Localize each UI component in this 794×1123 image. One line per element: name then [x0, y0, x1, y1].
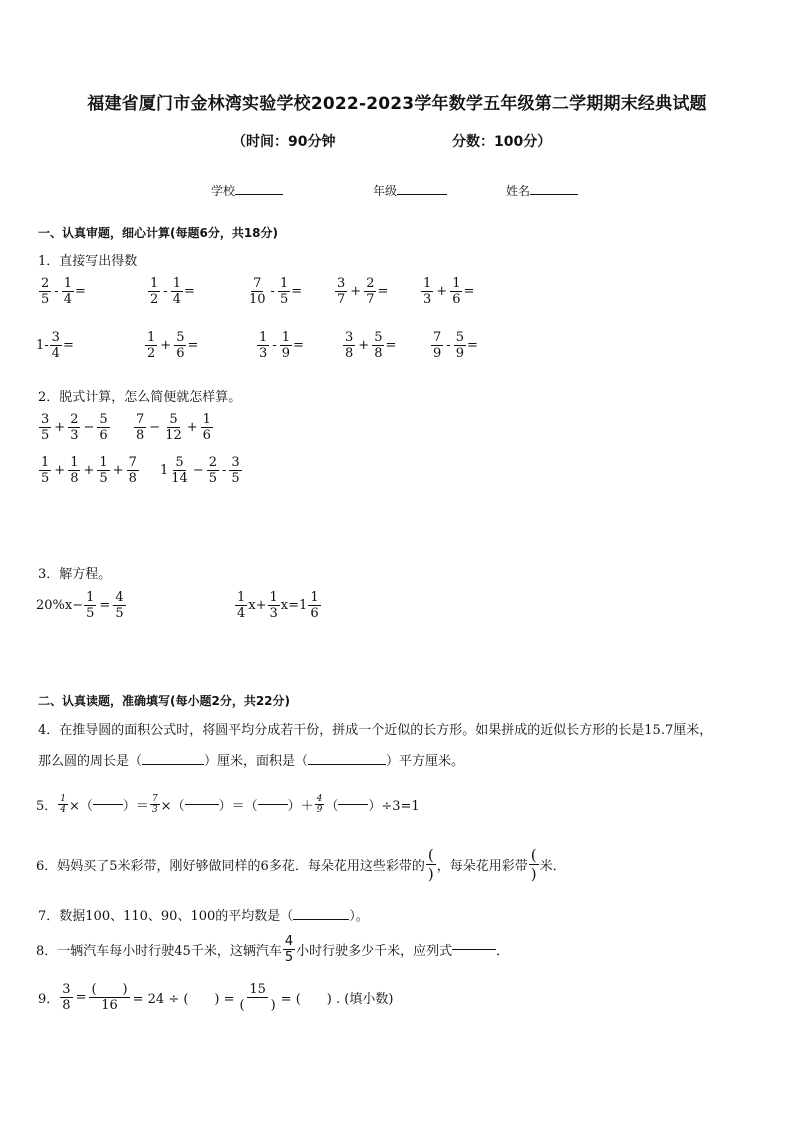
operator: -	[270, 284, 275, 299]
fraction: $\frac{1}{4}$	[172, 276, 181, 307]
grade-field[interactable]: 年级	[373, 182, 447, 199]
q4-blank-2[interactable]	[308, 764, 386, 765]
q3-label: 3．解方程。	[38, 567, 112, 582]
fraction: $\frac{1}{4}$	[237, 590, 246, 621]
q4-line-2: 那么圆的周长是（ ）厘米，面积是（ ）平方厘米。	[38, 754, 465, 769]
operator: -	[54, 284, 59, 299]
q1-item	[342, 330, 396, 361]
equals-sign: =	[291, 284, 303, 299]
fraction: $\frac{5}{9}$	[455, 330, 464, 361]
whole-number: 1	[160, 463, 169, 478]
operator: -	[163, 284, 168, 299]
q3-equation-2	[234, 590, 322, 621]
q8-blank[interactable]	[452, 949, 496, 950]
text: （	[325, 799, 339, 814]
q6-line	[36, 846, 566, 883]
q9-line	[38, 982, 395, 1013]
q6-answer-fraction[interactable]: $\frac{(}{)}$	[530, 846, 537, 883]
equation-text: = ( ) . (填小数)	[280, 992, 394, 1007]
fraction: $\frac{15}{( )}$	[239, 982, 276, 1013]
text: ×（	[160, 799, 185, 814]
fraction: $\frac{3}{8}$	[345, 330, 354, 361]
q1-item	[430, 330, 478, 361]
operator: -	[446, 338, 451, 353]
operator: −	[83, 420, 95, 435]
fraction: $\frac{5}{6}$	[176, 330, 185, 361]
fraction: $\frac{1}{6}$	[452, 276, 461, 307]
text: ．	[496, 944, 510, 959]
operator: +	[436, 284, 448, 299]
operator: -	[222, 463, 227, 478]
operator: +	[186, 420, 198, 435]
q1-item	[420, 276, 474, 307]
fraction: $\frac{3}{5}$	[41, 412, 50, 443]
operator: +	[54, 463, 66, 478]
q5-blank-1[interactable]	[93, 804, 123, 805]
operator: +	[160, 338, 172, 353]
fraction: $\frac{( )}{16}$	[91, 982, 128, 1013]
page-title: 福建省厦门市金林湾实验学校2022-2023学年数学五年级第二学期期末经典试题	[87, 94, 707, 114]
equals-sign: =	[74, 284, 86, 299]
operator: −	[149, 420, 161, 435]
whole-number: 1	[299, 598, 308, 613]
fraction: $\frac{7}{9}$	[433, 330, 442, 361]
q4-blank-1[interactable]	[142, 764, 204, 765]
fraction: $\frac{3}{5}$	[231, 455, 240, 486]
q2-label: 2．脱式计算，怎么简便就怎样算。	[38, 390, 242, 405]
fraction: $\frac{1}{9}$	[281, 330, 290, 361]
section-1-heading: 一、认真审题，细心计算(每题6分，共18分)	[38, 226, 279, 240]
operator: +	[83, 463, 95, 478]
fraction: $\frac{1}{8}$	[70, 455, 79, 486]
fraction: $\frac{4}{9}$	[316, 794, 323, 815]
q5-line	[36, 794, 420, 815]
section-2-heading: 二、认真读题，准确填写(每小题2分，共22分)	[38, 694, 291, 708]
fraction: $\frac{2}{5}$	[41, 276, 50, 307]
question-number: 5．	[36, 799, 58, 814]
fraction: $\frac{4}{5}$	[284, 934, 294, 965]
name-field[interactable]: 姓名	[506, 182, 578, 199]
equals-sign: =	[292, 338, 304, 353]
q7-blank[interactable]	[293, 919, 349, 920]
fraction: $\frac{4}{5}$	[115, 590, 124, 621]
q5-blank-3[interactable]	[258, 804, 288, 805]
text: ，每朵花用彩带	[436, 859, 528, 874]
fraction: $\frac{3}{4}$	[51, 330, 60, 361]
question-number: 9．	[38, 992, 60, 1007]
operator: +	[112, 463, 124, 478]
whole-number: 1-	[36, 338, 49, 353]
q1-item	[256, 330, 304, 361]
text: 8．一辆汽车每小时行驶45千米，这辆汽车	[36, 944, 282, 959]
fraction: $\frac{1}{5}$	[99, 455, 108, 486]
exam-time: （时间：90分钟	[232, 134, 336, 150]
fraction: $\frac{7}{10}$	[249, 276, 266, 307]
exam-score: 分数：100分）	[452, 134, 552, 150]
q5-blank-2[interactable]	[185, 804, 219, 805]
fraction: $\frac{3}{7}$	[337, 276, 346, 307]
fraction: $\frac{1}{6}$	[202, 412, 211, 443]
q3-equation-1	[36, 590, 127, 621]
fraction: $\frac{1}{5}$	[41, 455, 50, 486]
fraction: $\frac{1}{4}$	[63, 276, 72, 307]
fraction: $\frac{2}{7}$	[366, 276, 375, 307]
text: ）＝（	[218, 799, 258, 814]
text: 米．	[539, 859, 566, 874]
fraction: $\frac{1}{3}$	[269, 590, 278, 621]
operator: −	[192, 463, 204, 478]
operator: -	[272, 338, 277, 353]
fraction: $\frac{1}{2}$	[150, 276, 159, 307]
equation-text: x+	[248, 598, 267, 613]
fraction: $\frac{5}{12}$	[165, 412, 182, 443]
q6-answer-fraction[interactable]: $\frac{(}{)}$	[427, 846, 434, 883]
equation-text: = 24 ÷ ( ) =	[132, 992, 235, 1007]
fraction: $\frac{1}{3}$	[259, 330, 268, 361]
q1-item	[38, 276, 86, 307]
q1-item	[36, 330, 74, 361]
school-field[interactable]: 学校	[211, 182, 283, 199]
equals-sign: =	[377, 284, 389, 299]
q2-expr-3	[38, 455, 140, 486]
text: ）＝	[122, 799, 149, 814]
q7-question: 7．数据100、110、90、100的平均数是（ ）。	[38, 909, 369, 924]
fraction: $\frac{1}{2}$	[147, 330, 156, 361]
fraction: $\frac{2}{3}$	[70, 412, 79, 443]
q4-line-1: 4．在推导圆的面积公式时，将圆平均分成若干份，拼成一个近似的长方形。如果拼成的近似长方形的长是15.7厘米，	[38, 723, 713, 738]
text: 6．妈妈买了5米彩带，刚好够做同样的6多花．每朵花用这些彩带的	[36, 859, 425, 874]
equals-sign: =	[463, 284, 475, 299]
equals-sign: =	[99, 598, 111, 613]
fraction: $\frac{3}{8}$	[62, 982, 71, 1013]
q1-item	[147, 276, 195, 307]
fraction: $\frac{5}{8}$	[374, 330, 383, 361]
fraction: $\frac{7}{3}$	[151, 794, 158, 815]
text: ）＋	[287, 799, 314, 814]
text: ×（	[69, 799, 93, 814]
equals-sign: =	[187, 338, 199, 353]
q2-expr-1	[38, 412, 111, 443]
fraction: $\frac{1}{5}$	[279, 276, 289, 307]
fraction: $\frac{7}{8}$	[128, 455, 137, 486]
equals-sign: =	[183, 284, 195, 299]
q1-item	[334, 276, 388, 307]
fraction: $\frac{1}{4}$	[60, 794, 67, 815]
fraction: $\frac{1}{3}$	[423, 276, 432, 307]
equation-text: 20%x−	[36, 598, 84, 613]
fraction: $\frac{5}{14}$	[171, 455, 188, 486]
q2-expr-2	[133, 412, 214, 443]
equation-text: x=	[280, 598, 300, 613]
equals-sign: =	[62, 338, 74, 353]
fraction: $\frac{5}{6}$	[99, 412, 108, 443]
q2-expr-4	[160, 455, 243, 486]
q5-blank-4[interactable]	[338, 804, 368, 805]
operator: +	[358, 338, 370, 353]
fraction: $\frac{1}{6}$	[310, 590, 319, 621]
equals-sign: =	[466, 338, 478, 353]
text: 小时行驶多少千米，应列式	[296, 944, 453, 959]
operator: +	[350, 284, 362, 299]
q1-item	[144, 330, 198, 361]
q1-label: 1．直接写出得数	[38, 254, 138, 269]
q8-line	[36, 934, 509, 965]
equals-sign: =	[385, 338, 397, 353]
q1-item	[246, 276, 302, 307]
fraction: $\frac{1}{5}$	[86, 590, 95, 621]
fraction: $\frac{2}{5}$	[208, 455, 218, 486]
fraction: $\frac{7}{8}$	[136, 412, 145, 443]
text: ）÷3=1	[368, 799, 420, 814]
equals-sign: =	[75, 990, 87, 1005]
operator: +	[54, 420, 66, 435]
